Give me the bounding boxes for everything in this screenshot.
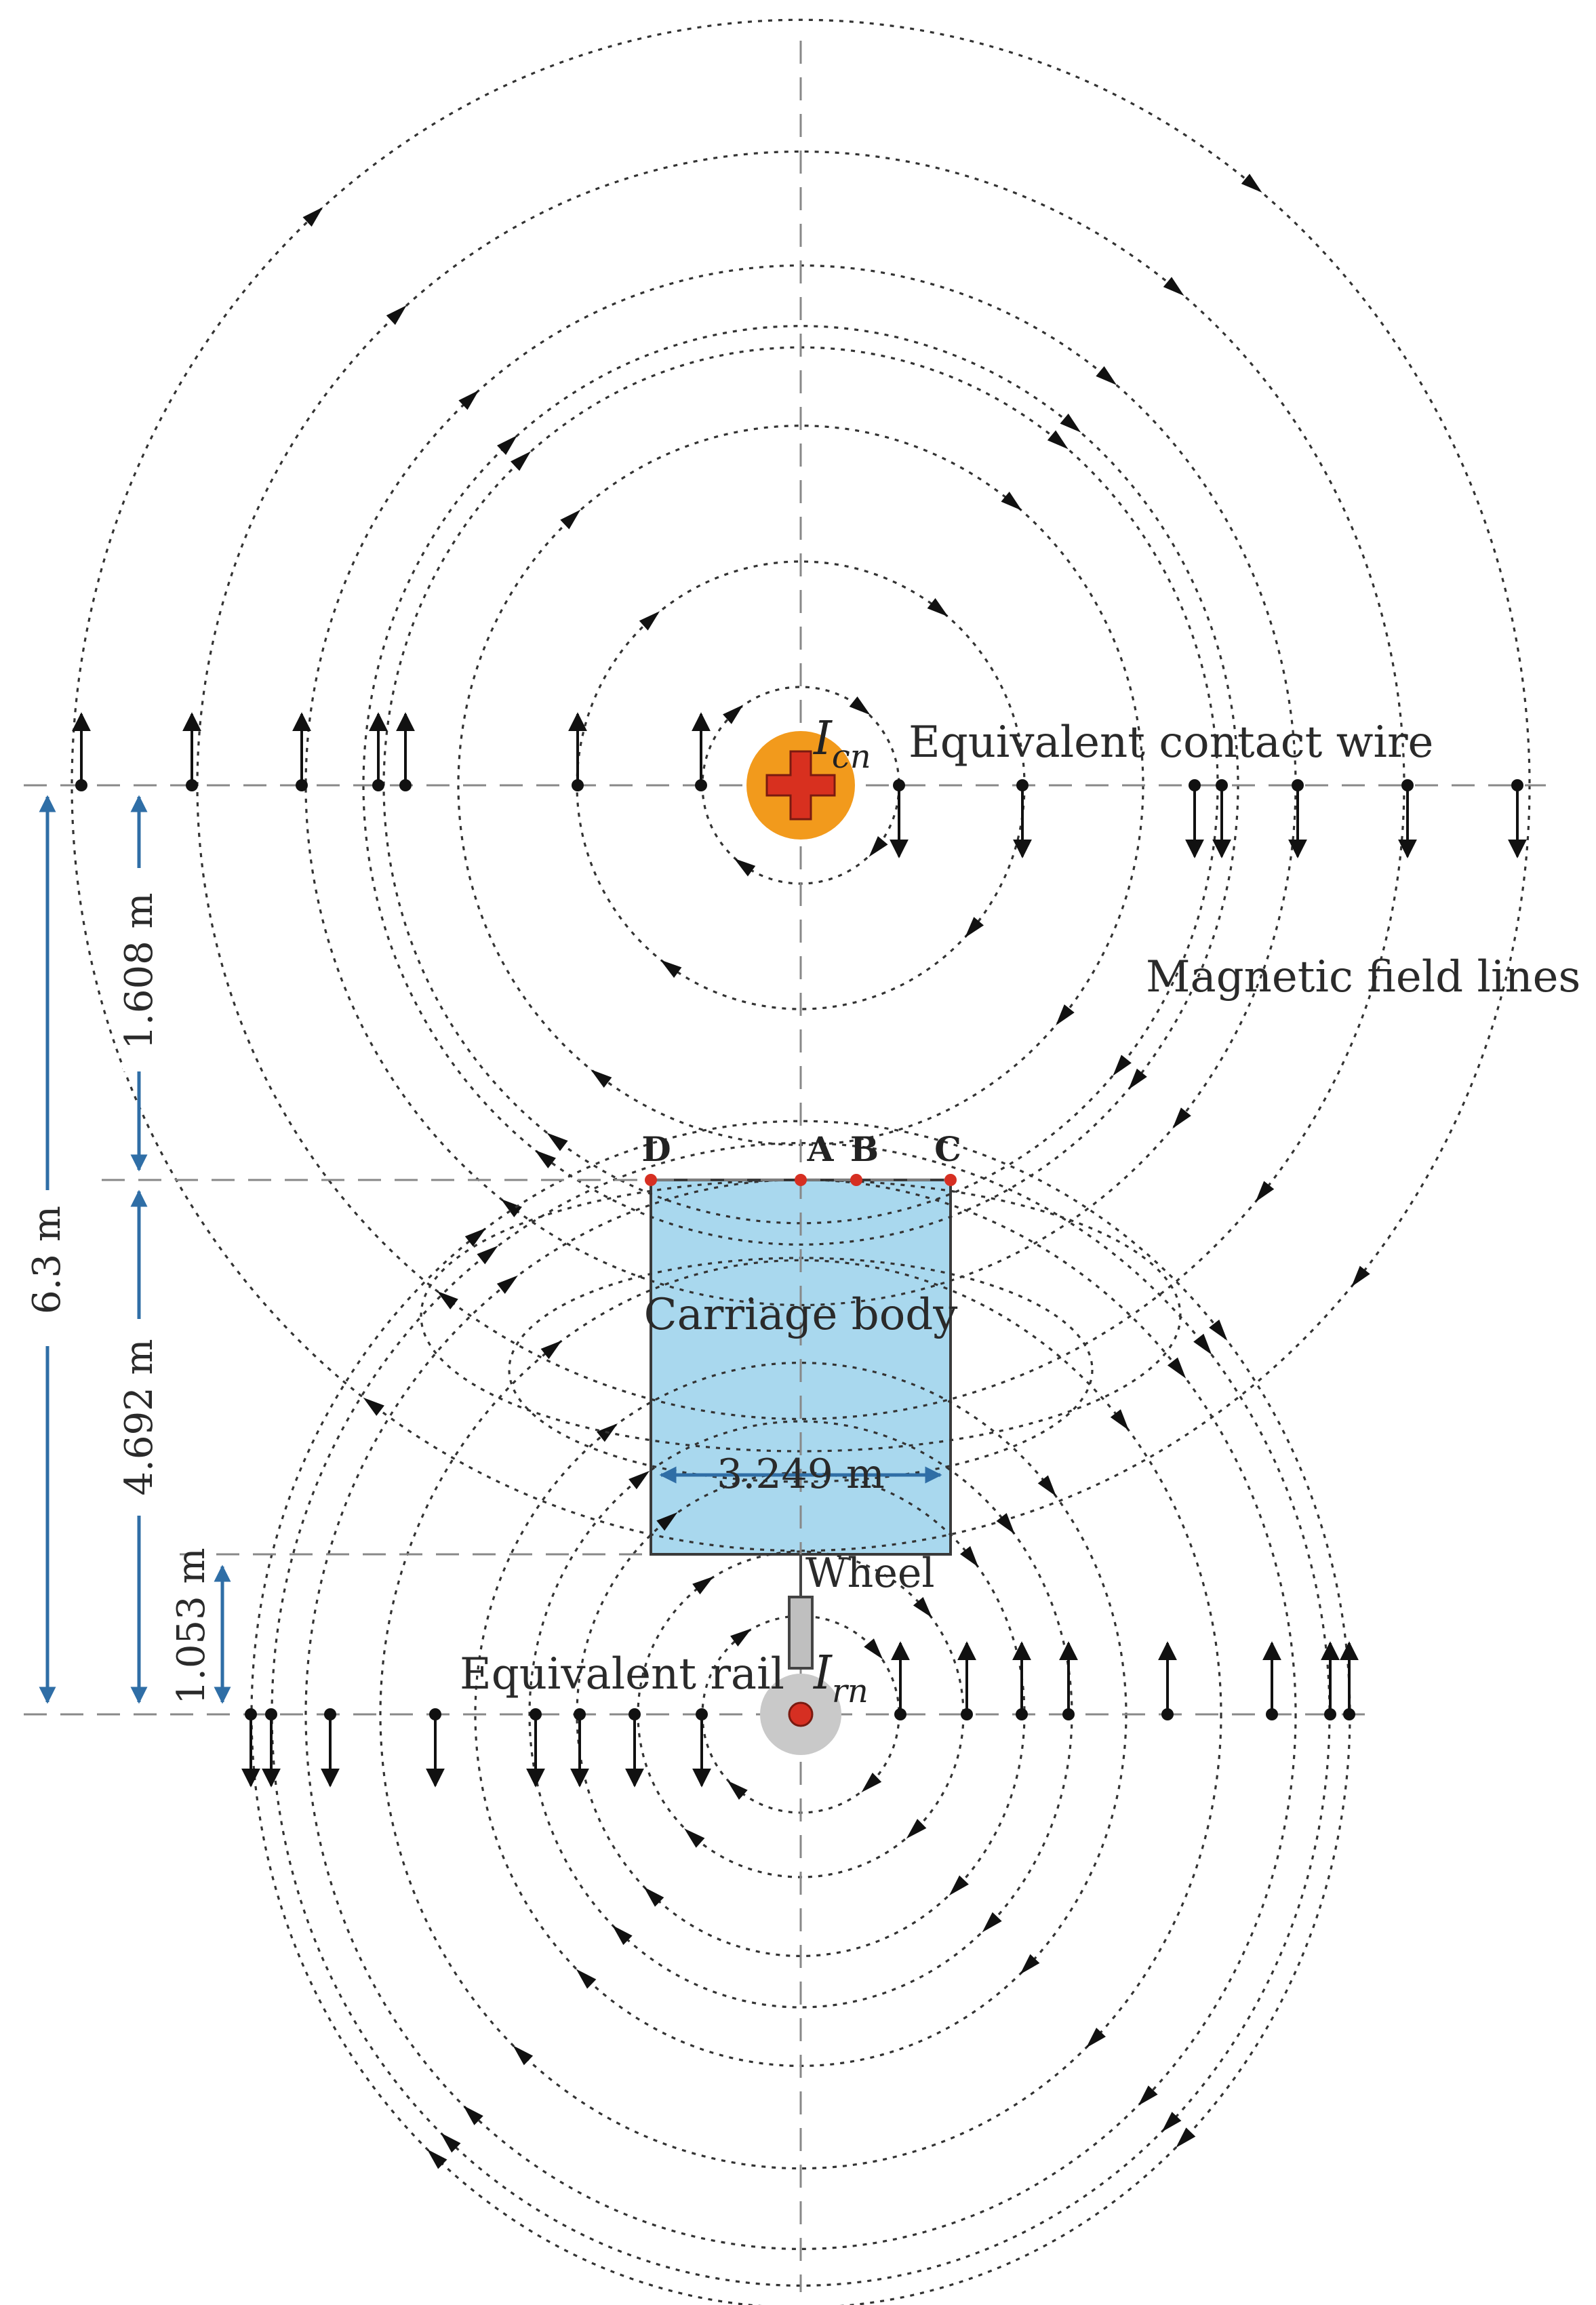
point-b-label: B bbox=[850, 1129, 879, 1169]
rail-label: Equivalent rail bbox=[460, 1649, 784, 1699]
lower-field-line-8-arrow-0 bbox=[477, 1246, 498, 1264]
upper-field-line-5-arrow-1 bbox=[1060, 414, 1081, 433]
upper-field-line-3-arrow-2 bbox=[1056, 1004, 1075, 1025]
upper-field-line-5-arrow-3 bbox=[535, 1150, 556, 1168]
lower-field-line-4-arrow-2 bbox=[982, 1912, 1002, 1933]
lower-field-line-3-arrow-3 bbox=[644, 1887, 664, 1907]
upper-field-line-4-arrow-1 bbox=[1048, 431, 1069, 450]
lower-field-line-5-arrow-3 bbox=[576, 1969, 597, 1988]
upper-field-line-1-arrow-3 bbox=[734, 859, 756, 877]
point-a-label: A bbox=[807, 1129, 834, 1169]
upper-field-line-1-arrow-2 bbox=[869, 836, 888, 857]
upper-field-line-7-arrow-3 bbox=[437, 1291, 458, 1309]
lower-field-line-7-arrow-1 bbox=[1168, 1358, 1186, 1379]
lower-field-line-1-arrow-2 bbox=[862, 1773, 882, 1792]
upper-field-line-3-arrow-1 bbox=[1001, 492, 1022, 511]
reference-axes bbox=[24, 41, 1546, 2292]
lower-field-line-9-arrow-2 bbox=[1176, 2127, 1195, 2148]
lower-field-line-9-arrow-0 bbox=[465, 1228, 486, 1246]
lower-field-line-5-arrow-2 bbox=[1020, 1954, 1039, 1975]
lower-field-line-6-arrow-2 bbox=[1086, 2028, 1106, 2048]
upper-field-line-6-arrow-2 bbox=[1172, 1107, 1191, 1128]
upper-field-line-2-arrow-1 bbox=[927, 598, 949, 616]
lower-field-line-3-arrow-2 bbox=[949, 1875, 969, 1895]
contact-wire-label: Equivalent contact wire bbox=[909, 717, 1434, 768]
dim-total-label: 6.3 m bbox=[25, 1206, 69, 1314]
upper-field-line-7-arrow-2 bbox=[1256, 1181, 1275, 1202]
upper-field-line-4-arrow-0 bbox=[511, 452, 531, 471]
lower-field-line-4-arrow-0 bbox=[629, 1471, 650, 1489]
upper-field-line-6-arrow-1 bbox=[1096, 366, 1117, 385]
lower-field-line-9-arrow-1 bbox=[1209, 1320, 1227, 1341]
lower-field-line-7-arrow-0 bbox=[497, 1276, 518, 1294]
field-lines-label: Magnetic field lines bbox=[1146, 952, 1581, 1002]
dim-width-label: 3.249 m bbox=[717, 1451, 885, 1498]
dim-middle-label: 4.692 m bbox=[117, 1339, 161, 1496]
dot-icon bbox=[789, 1703, 812, 1726]
lower-field-line-6-arrow-3 bbox=[513, 2045, 533, 2065]
point-c-label: C bbox=[934, 1129, 961, 1169]
upper-field-line-3-arrow-0 bbox=[560, 510, 580, 530]
lower-field-line-9-arrow-3 bbox=[427, 2149, 447, 2169]
wheel-label: Wheel bbox=[805, 1550, 935, 1597]
upper-field-line-7-arrow-1 bbox=[1163, 277, 1184, 296]
upper-field-line-6-arrow-3 bbox=[501, 1199, 522, 1217]
upper-field-line-5-arrow-0 bbox=[497, 435, 517, 455]
point-d-label: D bbox=[641, 1129, 671, 1169]
lower-field-line-5-arrow-1 bbox=[1038, 1476, 1056, 1497]
dim-lower-label: 1.053 m bbox=[169, 1548, 214, 1705]
upper-field-line-2-arrow-3 bbox=[660, 960, 682, 978]
upper-field-line-3-arrow-3 bbox=[591, 1069, 612, 1088]
lower-field-line-6-arrow-0 bbox=[541, 1341, 562, 1359]
lower-field-line-8-arrow-1 bbox=[1193, 1334, 1212, 1355]
upper-field-line-7-arrow-0 bbox=[386, 305, 407, 325]
upper-field-line-8-arrow-3 bbox=[363, 1398, 384, 1416]
point-c-marker bbox=[944, 1174, 957, 1186]
rail-current-label: $I_{rn}$ bbox=[814, 1647, 869, 1710]
lower-field-line-1-arrow-3 bbox=[727, 1780, 747, 1799]
upper-field-line-8-arrow-1 bbox=[1241, 174, 1262, 193]
point-a-marker bbox=[795, 1174, 807, 1186]
wheel bbox=[789, 1597, 812, 1668]
upper-field-line-2-arrow-2 bbox=[965, 917, 984, 938]
lower-field-line-2-arrow-3 bbox=[684, 1828, 704, 1847]
upper-field-line-4-arrow-3 bbox=[546, 1132, 567, 1151]
lower-field-line-6-arrow-1 bbox=[1111, 1409, 1129, 1430]
lower-field-line-4-arrow-3 bbox=[612, 1925, 633, 1945]
lower-field-line-2-arrow-0 bbox=[692, 1577, 714, 1595]
dim-upper-label: 1.608 m bbox=[117, 892, 161, 1050]
upper-field-line-5-arrow-2 bbox=[1128, 1069, 1147, 1090]
upper-field-line-8-arrow-2 bbox=[1351, 1266, 1370, 1287]
point-d-marker bbox=[645, 1174, 657, 1186]
lower-field-line-2-arrow-2 bbox=[906, 1819, 927, 1838]
upper-field-line-1-arrow-1 bbox=[850, 696, 871, 715]
carriage-label: Carriage body bbox=[643, 1290, 958, 1340]
point-b-marker bbox=[850, 1174, 862, 1186]
upper-field-line-4-arrow-2 bbox=[1113, 1055, 1132, 1076]
contact-current-label: $I_{cn}$ bbox=[814, 712, 871, 776]
lower-field-line-1-arrow-1 bbox=[864, 1638, 883, 1659]
